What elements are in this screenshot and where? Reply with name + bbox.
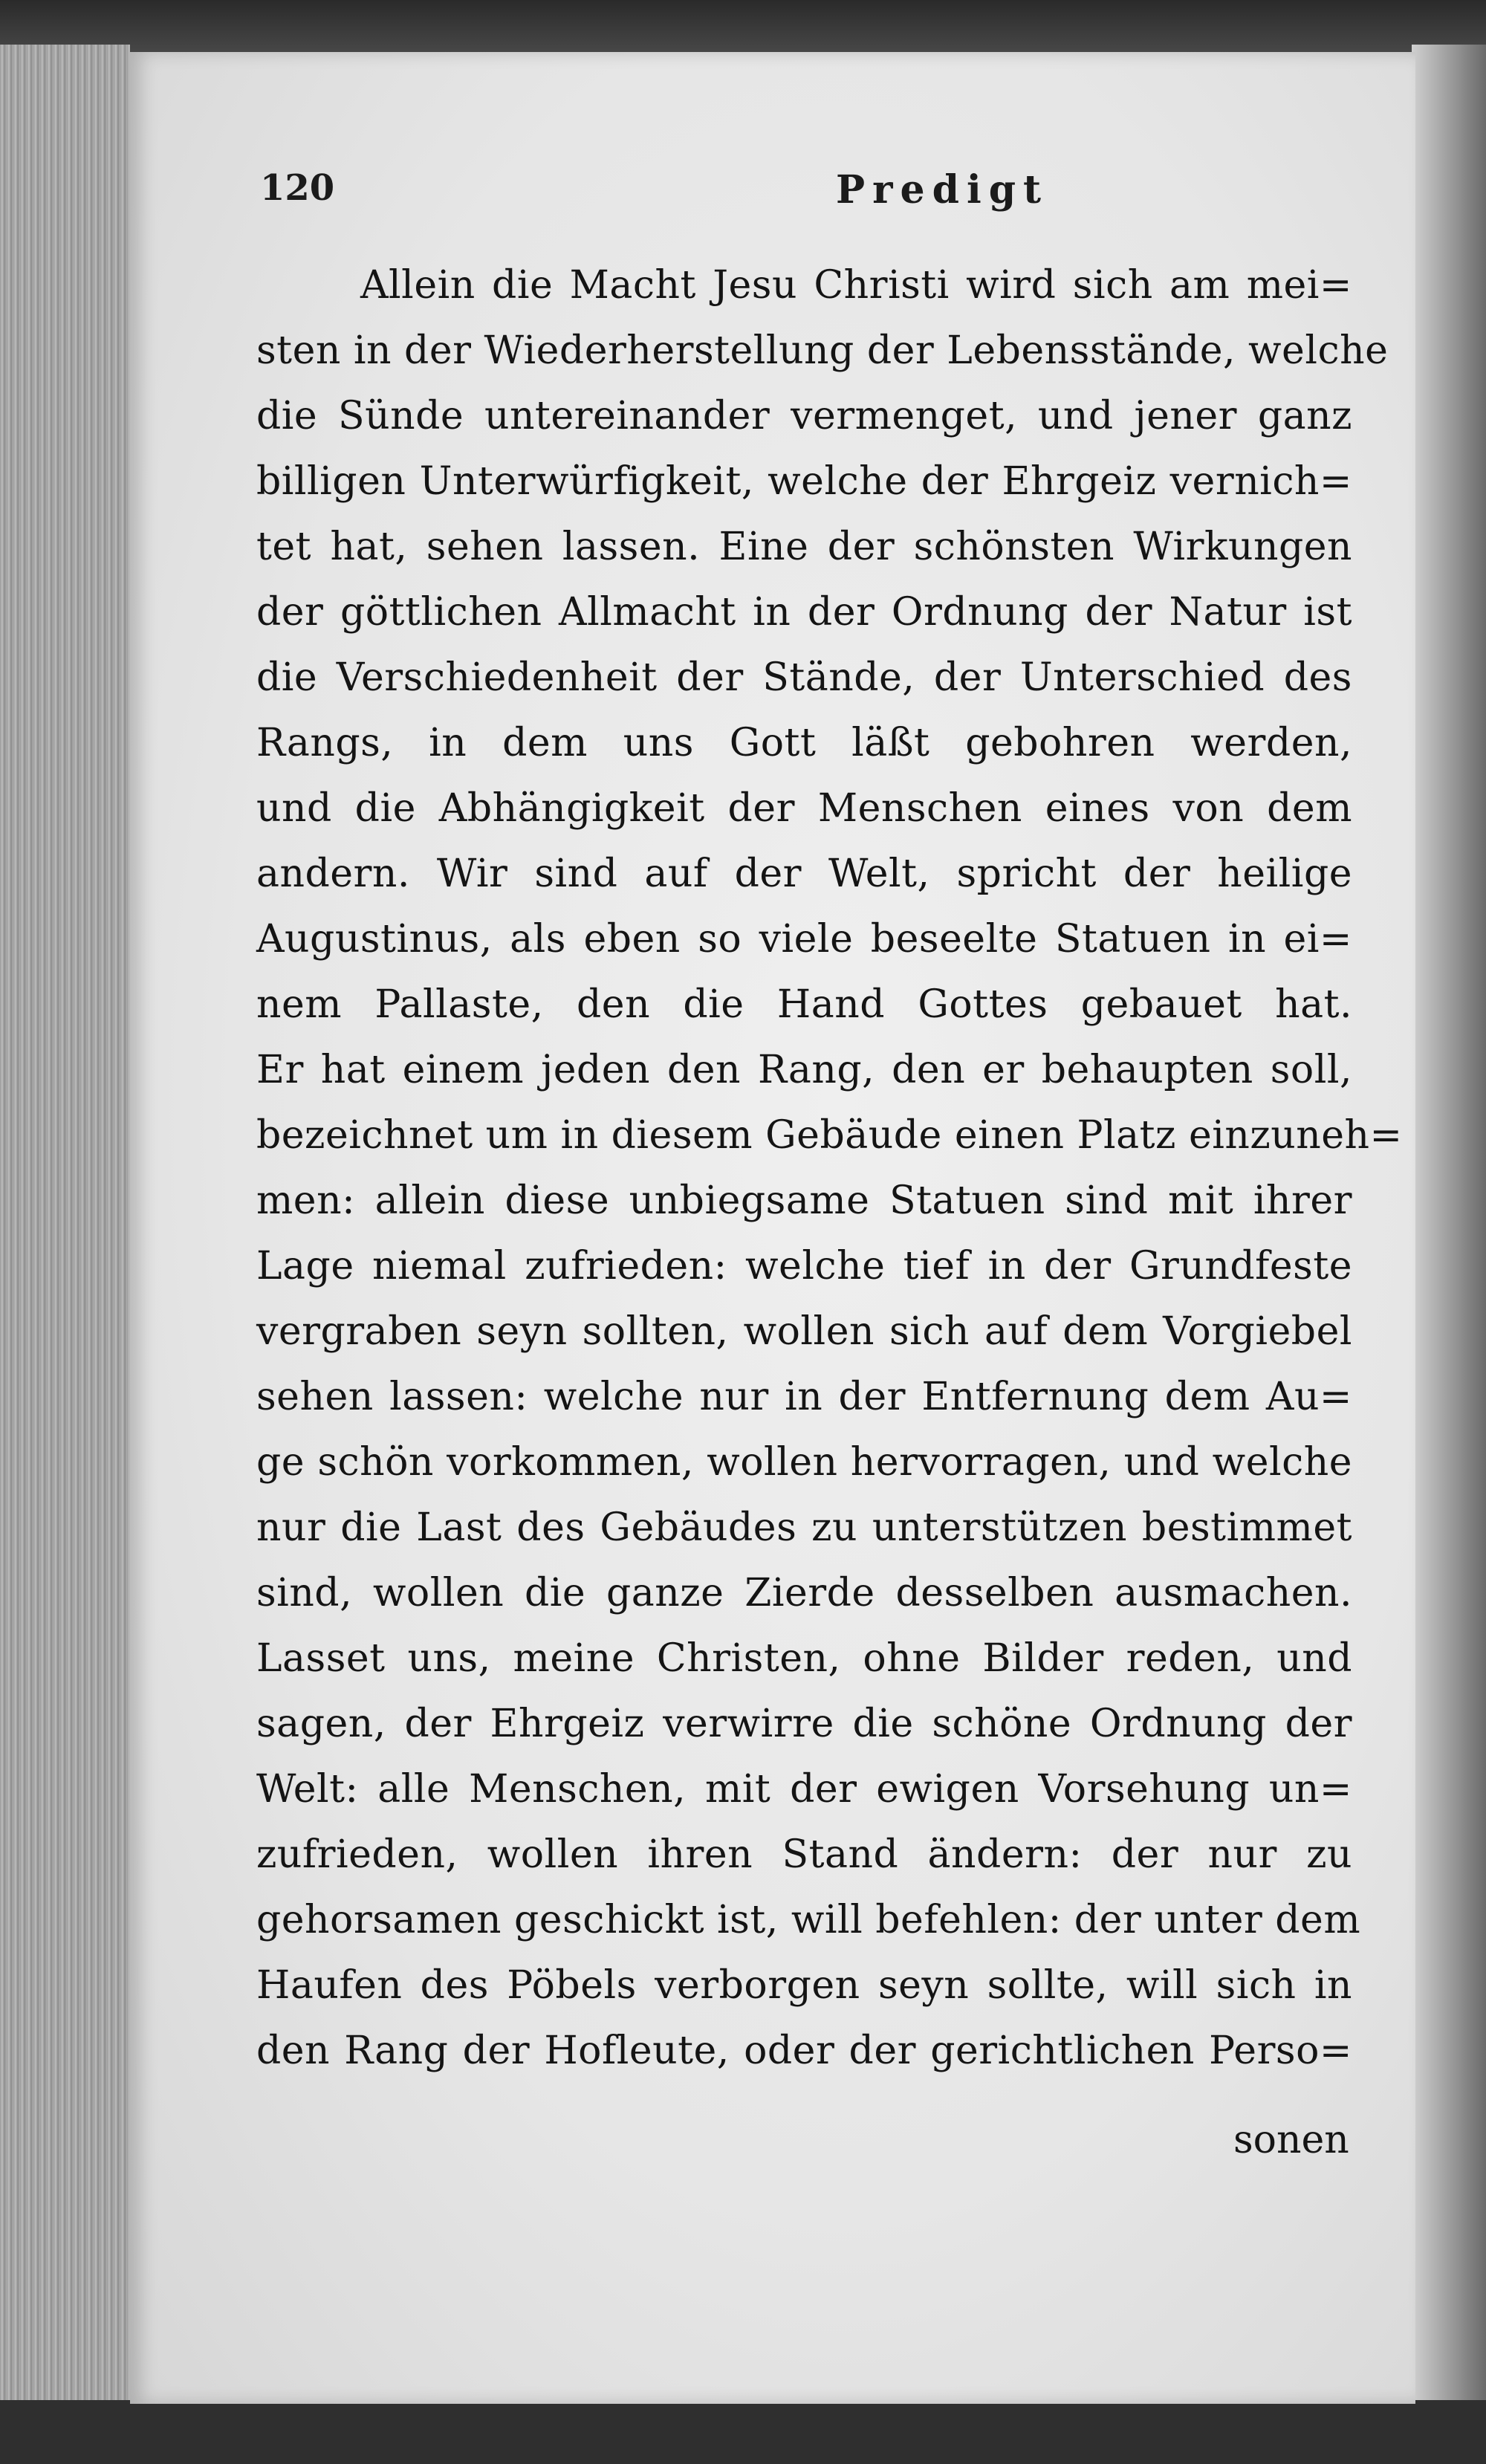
text-line: Rangs, in dem uns Gott läßt gebohren werden, [256, 721, 1352, 765]
text-line: Augustinus, als eben so viele beseelte Statuen in ei= [256, 917, 1352, 962]
body-text [256, 253, 1403, 2084]
text-line: zufrieden, wollen ihren Stand ändern: der nur zu [256, 1832, 1352, 1877]
running-head: Predigt [836, 167, 1049, 213]
book-right-edge [1412, 45, 1486, 2422]
text-line: der göttlichen Allmacht in der Ordnung der Natur ist [256, 590, 1352, 635]
book-bottom-edge [0, 2400, 1486, 2464]
text-line: nur die Last des Gebäudes zu unterstützen bestimmet [256, 1505, 1352, 1550]
text-line: sten in der Wiederherstellung der Lebensstände, welche [256, 328, 1389, 373]
text-line: Allein die Macht Jesu Christi wird sich am mei= [360, 263, 1352, 308]
text-line: die Sünde untereinander vermenget, und jener ganz [256, 394, 1352, 438]
text-line: die Verschiedenheit der Stände, der Unterschied des [256, 655, 1352, 700]
text-line: Lage niemal zufrieden: welche tief in der Grundfeste [256, 1244, 1352, 1288]
text-line: nem Pallaste, den die Hand Gottes gebauet hat. [256, 982, 1352, 1027]
book-top-edge [0, 0, 1486, 59]
text-line: sagen, der Ehrgeiz verwirre die schöne Ordnung der [256, 1702, 1352, 1746]
text-line: sehen lassen: welche nur in der Entfernung dem Au= [256, 1375, 1352, 1419]
text-line: andern. Wir sind auf der Welt, spricht der heilige [256, 852, 1352, 896]
page-number: 120 [260, 167, 335, 209]
text-line: vergraben seyn sollten, wollen sich auf dem Vorgiebel [256, 1309, 1352, 1354]
text-line: billigen Unterwürfigkeit, welche der Ehrgeiz vernich= [256, 459, 1352, 504]
text-line: Welt: alle Menschen, mit der ewigen Vorsehung un= [256, 1767, 1352, 1812]
text-line: tet hat, sehen lassen. Eine der schönsten Wirkungen [256, 525, 1352, 569]
text-line: bezeichnet um in diesem Gebäude einen Platz einzuneh= [256, 1113, 1403, 1158]
text-line: sind, wollen die ganze Zierde desselben ausmachen. [256, 1571, 1352, 1615]
text-line: und die Abhängigkeit der Menschen eines von dem [256, 786, 1352, 831]
text-line: men: allein diese unbiegsame Statuen sind mit ihrer [256, 1178, 1352, 1223]
text-line: ge schön vorkommen, wollen hervorragen, und welche [256, 1440, 1352, 1485]
text-line: Lasset uns, meine Christen, ohne Bilder reden, und [256, 1636, 1352, 1681]
catchword: sonen [1233, 2118, 1349, 2162]
page-stack-edges [0, 45, 130, 2422]
text-line: Haufen des Pöbels verborgen seyn sollte, will sich in [256, 1963, 1352, 2008]
page-header [130, 167, 1349, 219]
text-line: gehorsamen geschickt ist, will befehlen: der unter dem [256, 1898, 1361, 1942]
text-line: Er hat einem jeden den Rang, den er behaupten soll, [256, 1048, 1352, 1092]
text-line: den Rang der Hofleute, oder der gerichtlichen Perso= [256, 2029, 1352, 2073]
